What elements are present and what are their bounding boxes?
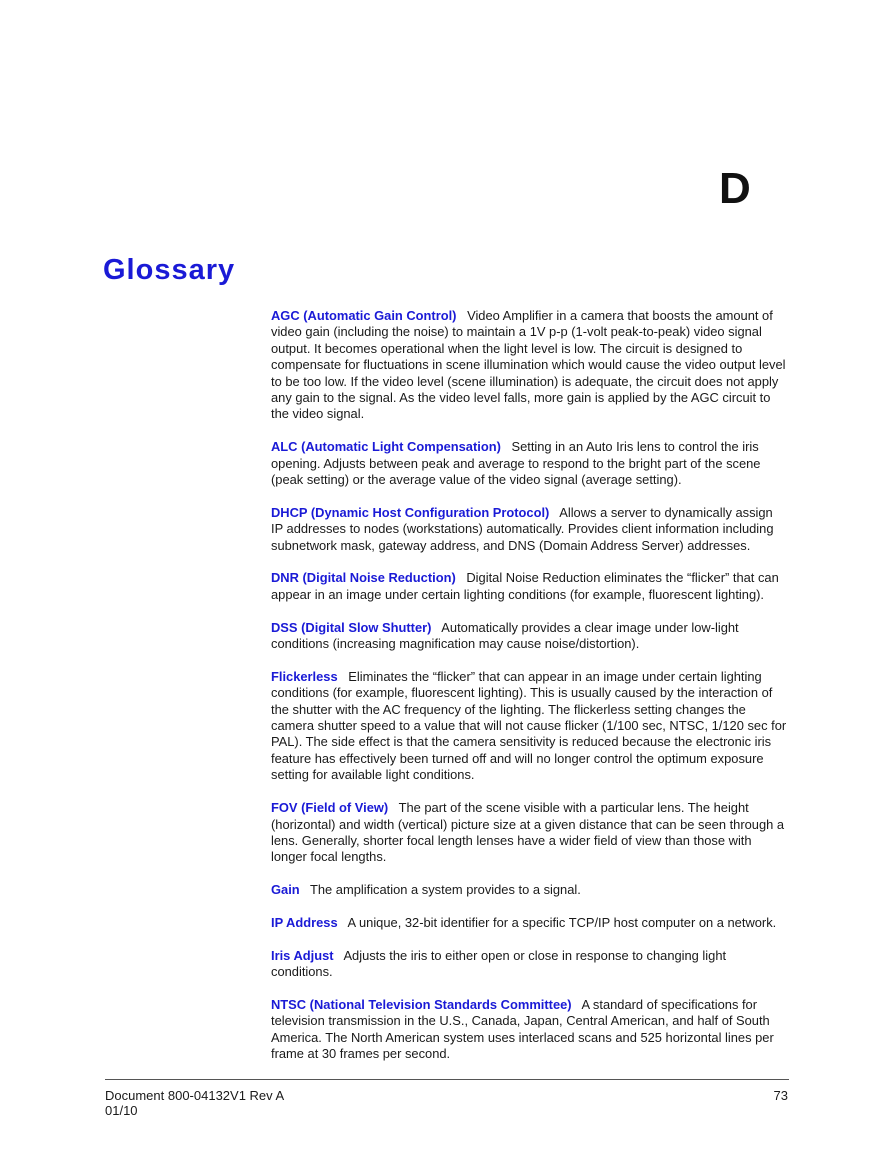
glossary-term: IP Address: [271, 914, 338, 930]
glossary-entry-flickerless: [271, 669, 787, 784]
appendix-letter: D: [719, 164, 751, 213]
glossary-definition: The amplification a system provides to a signal.: [310, 882, 581, 898]
page-title: Glossary: [103, 254, 236, 286]
glossary-definition: Setting in an Auto Iris lens to control the iris opening. Adjusts between peak and average to respond to the bright part of the scene (peak setting) or the average value of the video signal (average setting).: [271, 439, 761, 488]
glossary-entry-dnr: [271, 570, 787, 603]
glossary-entry-iris-adjust: [271, 948, 787, 981]
glossary-entry-agc: [271, 308, 787, 423]
glossary-entry-fov: [271, 800, 787, 866]
glossary-definition: The part of the scene visible with a particular lens. The height (horizontal) and width (vertical) picture size at a given distance that can be seen through a lens. Generally, shorter focal length lenses have a wider field of view than those with longer focal lengths.: [271, 800, 785, 865]
glossary-term: Iris Adjust: [271, 947, 334, 963]
glossary-term: AGC (Automatic Gain Control): [271, 308, 457, 323]
glossary-term: NTSC (National Television Standards Committee): [271, 996, 572, 1012]
glossary-term: DHCP (Dynamic Host Configuration Protocol): [271, 504, 550, 520]
glossary-term: FOV (Field of View): [271, 800, 389, 816]
footer-document-id: Document 800-04132V1 Rev A: [105, 1088, 285, 1103]
glossary-definition: Digital Noise Reduction eliminates the “flicker” that can appear in an image under certain lighting conditions (for example, fluorescent lighting).: [271, 570, 779, 602]
glossary-entry-dss: [271, 620, 787, 653]
glossary-term: Flickerless: [271, 668, 338, 684]
glossary-term: ALC (Automatic Light Compensation): [271, 439, 501, 455]
glossary-definition: Video Amplifier in a camera that boosts the amount of video gain (including the noise) to maintain a 1V p-p (1-volt peak-to-peak) video signal output. It becomes operational when the light level is low. The circuit is designed to compensate for fluctuations in scene illumination which would cause the video output level to be too low. If the video level (scene illumination) is adequate, the circuit does not apply any gain to the signal. As the video level falls, more gain is applied by the AGC circuit to the video signal.: [271, 308, 786, 422]
glossary-definition: Allows a server to dynamically assign IP addresses to nodes (workstations) automatically. Provides client information including subnetwork mask, gateway address, and DNS (Domain Address Server) addresses.: [271, 504, 774, 553]
glossary-entry-ntsc: [271, 997, 787, 1063]
page-number: 73: [773, 1088, 788, 1103]
footer-date: 01/10: [105, 1103, 138, 1118]
glossary-term: DSS (Digital Slow Shutter): [271, 619, 432, 635]
glossary-definition: Automatically provides a clear image under low-light conditions (increasing magnification may cause noise/distortion).: [271, 619, 739, 652]
glossary-list: [271, 308, 787, 1079]
glossary-entry-dhcp: [271, 505, 787, 554]
glossary-entry-ip-address: [271, 915, 787, 931]
glossary-term: DNR (Digital Noise Reduction): [271, 570, 456, 586]
glossary-entry-gain: [271, 882, 787, 898]
glossary-definition: A unique, 32-bit identifier for a specific TCP/IP host computer on a network.: [347, 914, 777, 930]
glossary-definition: Eliminates the “flicker” that can appear in an image under certain lighting conditions (for example, fluorescent lighting). This is usually caused by the interaction of the shutter with the AC frequency of the lighting. The flickerless setting changes the camera shutter speed to a value that will not cause flicker (1/100 sec, NTSC, 1/120 sec for PAL). The side effect is that the camera sensitivity is reduced because the electronic iris feature has effectively been turned off and will no longer control the optimum exposure setting for available light conditions.: [271, 668, 787, 783]
glossary-entry-alc: [271, 439, 787, 488]
glossary-definition: Adjusts the iris to either open or close in response to changing light conditions.: [271, 947, 727, 980]
footer-divider: [105, 1079, 789, 1080]
glossary-definition: A standard of specifications for television transmission in the U.S., Canada, Japan, Central American, and half of South America. The North American system uses interlaced scans and 525 horizontal lines per frame at 30 frames per second.: [271, 996, 774, 1062]
glossary-term: Gain: [271, 882, 300, 898]
